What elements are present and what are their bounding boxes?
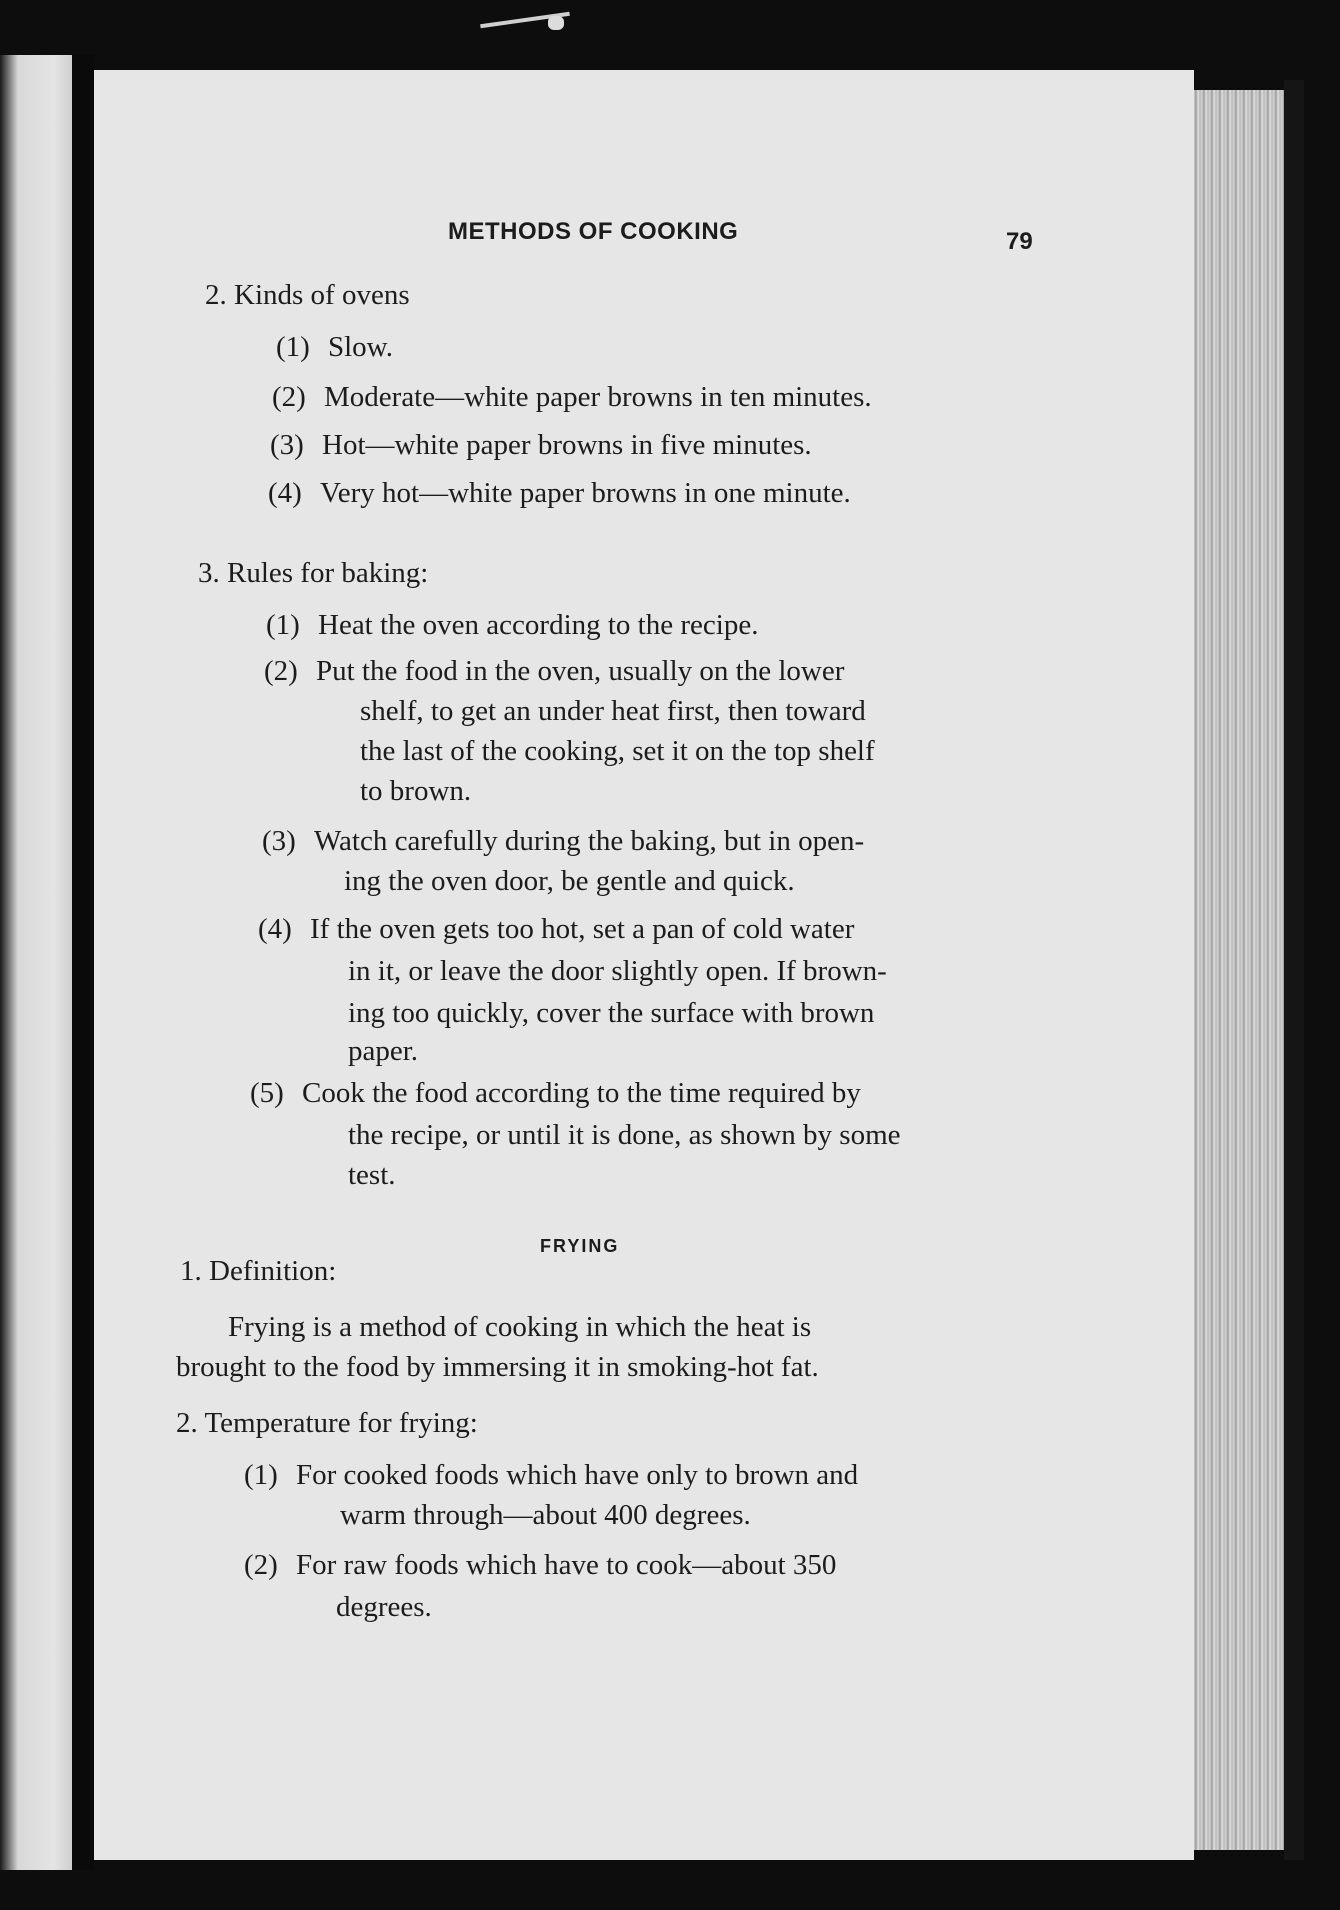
item-continuation: the last of the cooking, set it on the top shelf: [360, 735, 875, 767]
item-continuation: paper.: [348, 1035, 419, 1067]
definition-heading: 1. Definition:: [180, 1255, 337, 1287]
oven-item: [272, 380, 872, 414]
baking-rule: [250, 1076, 861, 1110]
baking-rule: [258, 912, 854, 946]
item-number: (2): [244, 1549, 278, 1581]
binding-shadow: [72, 55, 94, 1870]
item-text: If the oven gets too hot, set a pan of cold water: [310, 913, 855, 945]
item-text: Cook the food according to the time required by: [302, 1077, 861, 1109]
item-text: Heat the oven according to the recipe.: [318, 609, 759, 641]
item-continuation: in it, or leave the door slightly open. If brown-: [348, 955, 887, 987]
oven-item: [268, 476, 851, 510]
definition-line: Frying is a method of cooking in which the heat is: [228, 1311, 812, 1343]
baking-rule: [262, 824, 864, 858]
item-continuation: warm through—about 400 degrees.: [340, 1499, 751, 1531]
temperature-item: [244, 1548, 836, 1582]
item-number: (3): [270, 429, 304, 461]
baking-rule: [264, 654, 844, 688]
item-continuation: to brown.: [360, 775, 472, 807]
oven-item: [270, 428, 812, 462]
item-text: Very hot—white paper browns in one minute.: [320, 477, 851, 509]
item-number: (1): [244, 1459, 278, 1491]
item-continuation: ing too quickly, cover the surface with brown: [348, 997, 875, 1029]
item-text: Hot—white paper browns in five minutes.: [322, 429, 812, 461]
temperature-item: [244, 1458, 858, 1492]
running-title: METHODS OF COOKING: [448, 218, 739, 245]
item-continuation: ing the oven door, be gentle and quick.: [344, 865, 795, 897]
item-number: (4): [258, 913, 292, 945]
item-number: (3): [262, 825, 296, 857]
page-number: 79: [1006, 228, 1033, 255]
item-number: (1): [276, 331, 310, 363]
item-text: Slow.: [328, 331, 393, 363]
item-number: (1): [266, 609, 300, 641]
temperature-heading: 2. Temperature for frying:: [176, 1407, 478, 1439]
item-continuation: test.: [348, 1159, 396, 1191]
page-stack-edges: [1194, 90, 1284, 1850]
item-text: Watch carefully during the baking, but in open-: [314, 825, 865, 857]
oven-item: [276, 330, 393, 364]
item-text: Moderate—white paper browns in ten minutes.: [324, 381, 872, 413]
item-number: (5): [250, 1077, 284, 1109]
item-text: Put the food in the oven, usually on the lower: [316, 655, 845, 687]
item-text: For raw foods which have to cook—about 350: [296, 1549, 837, 1581]
item-continuation: shelf, to get an under heat first, then toward: [360, 695, 866, 727]
baking-rule: [266, 608, 758, 642]
item-number: (2): [264, 655, 298, 687]
item-continuation: degrees.: [336, 1591, 432, 1623]
definition-line: brought to the food by immersing it in smoking-hot fat.: [176, 1351, 819, 1383]
baking-rules-heading: 3. Rules for baking:: [198, 557, 429, 589]
item-continuation: the recipe, or until it is done, as shown by some: [348, 1119, 901, 1151]
item-number: (2): [272, 381, 306, 413]
facing-page-edge: [0, 55, 72, 1870]
item-number: (4): [268, 477, 302, 509]
page-stack-shadow: [1284, 80, 1304, 1860]
item-text: For cooked foods which have only to brown and: [296, 1459, 859, 1491]
ovens-heading: 2. Kinds of ovens: [205, 279, 410, 311]
scan-artifact-blot: [548, 16, 564, 30]
section-title-frying: FRYING: [540, 1236, 620, 1256]
